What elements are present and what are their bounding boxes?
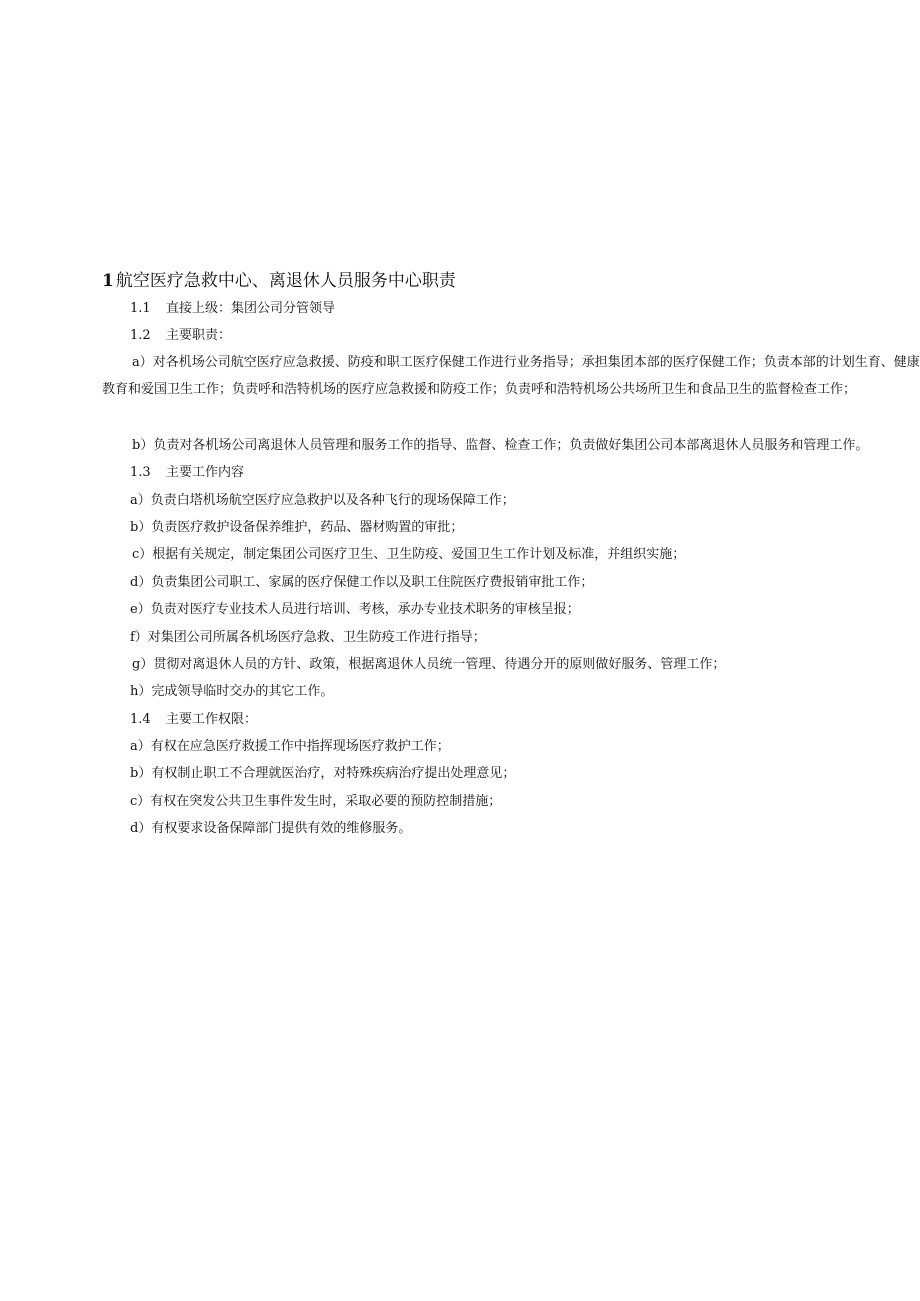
work-item: d）负责集团公司职工、家属的医疗保健工作以及职工住院医疗费报销审批工作；	[130, 575, 594, 590]
subsection-1-3	[130, 465, 244, 481]
subsection-text: 主要工作权限：	[166, 712, 258, 727]
subsection-text: 主要工作内容	[166, 465, 245, 480]
duty-paragraph-a: a）对各机场公司航空医疗应急救援、防疫和职工医疗保健工作进行业务指导；承担集团本部的医疗保健工作；负责本部的计划生育、健康教育和爱国卫生工作；负责呼和浩特机场的医疗应急救援和防疫工作；负责呼和浩特机场公共场所卫生和食品卫生的监督检查工作；	[102, 355, 920, 397]
subsection-number: 1.2	[130, 328, 151, 343]
subsection-text: 主要职责：	[166, 328, 232, 343]
authority-item: c）有权在突发公共卫生事件发生时，采取必要的预防控制措施；	[130, 794, 502, 809]
subsection-number: 1.4	[130, 712, 151, 727]
work-item: h）完成领导临时交办的其它工作。	[130, 684, 334, 699]
authority-item: d）有权要求设备保障部门提供有效的维修服务。	[130, 821, 412, 836]
authority-item: a）有权在应急医疗救援工作中指挥现场医疗救护工作；	[130, 739, 450, 754]
subsection-1-4	[130, 712, 257, 728]
section-heading	[102, 266, 456, 291]
heading-text: 航空医疗急救中心、离退休人员服务中心职责	[115, 271, 456, 291]
authority-item: b）有权制止职工不合理就医治疗，对特殊疾病治疗提出处理意见；	[130, 766, 516, 781]
heading-number: 1	[102, 271, 114, 291]
duty-paragraph-b: b）负责对各机场公司离退休人员管理和服务工作的指导、监督、检查工作；负责做好集团公司本部离退休人员服务和管理工作。	[132, 438, 869, 453]
subsection-text: 直接上级：集团公司分管领导	[166, 301, 336, 316]
work-item: f）对集团公司所属各机场医疗急救、卫生防疫工作进行指导；	[130, 630, 486, 645]
subsection-number: 1.3	[130, 465, 151, 480]
subsection-1-1	[130, 301, 335, 317]
work-item: e）负责对医疗专业技术人员进行培训、考核，承办专业技术职务的审核呈报；	[130, 602, 580, 617]
subsection-1-2	[130, 328, 231, 344]
work-item: g）贯彻对离退休人员的方针、政策，根据离退休人员统一管理、待遇分开的原则做好服务、管理工作；	[132, 657, 726, 672]
work-item: a）负责白塔机场航空医疗应急救护以及各种飞行的现场保障工作；	[130, 493, 515, 508]
subsection-number: 1.1	[130, 301, 151, 316]
work-item: b）负责医疗救护设备保养维护，药品、器材购置的审批；	[130, 520, 464, 535]
work-item: c）根据有关规定，制定集团公司医疗卫生、卫生防疫、爱国卫生工作计划及标准，并组织实施；	[132, 547, 686, 562]
